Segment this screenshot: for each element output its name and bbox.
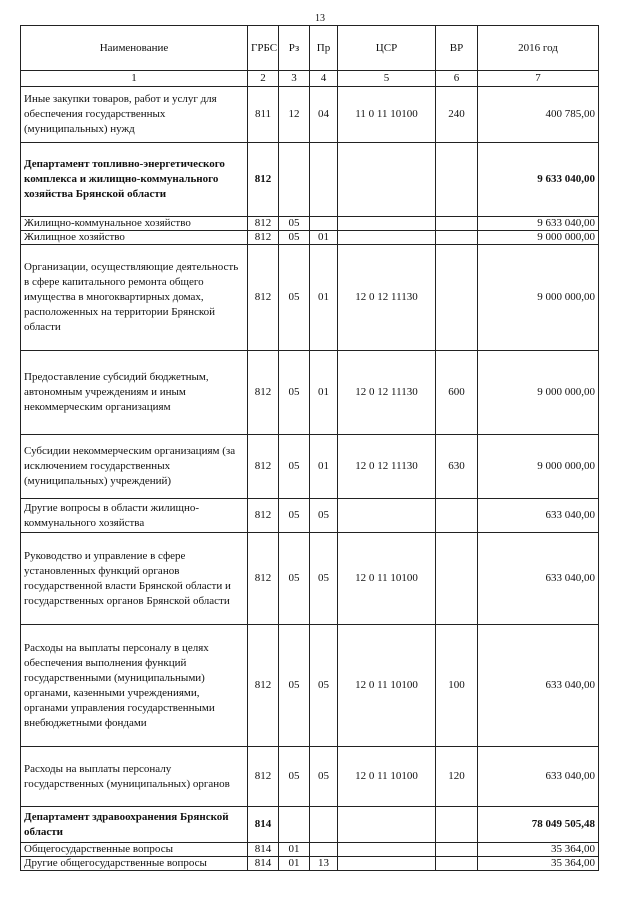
header-vr: ВР [436, 26, 478, 71]
row-csr: 12 0 11 10100 [338, 533, 436, 625]
row-rz: 01 [279, 843, 310, 857]
row-rz: 05 [279, 351, 310, 435]
column-number: 5 [338, 71, 436, 87]
row-rz: 05 [279, 231, 310, 245]
row-csr [338, 499, 436, 533]
column-number: 7 [478, 71, 599, 87]
row-grbs: 812 [248, 625, 279, 747]
header-sum: 2016 год [478, 26, 599, 71]
row-grbs: 812 [248, 533, 279, 625]
row-grbs: 811 [248, 87, 279, 143]
row-pr: 04 [310, 87, 338, 143]
row-pr: 05 [310, 625, 338, 747]
row-pr: 05 [310, 499, 338, 533]
row-vr: 120 [436, 747, 478, 807]
row-name: Другие вопросы в области жилищно-коммунального хозяйства [21, 499, 248, 533]
row-sum: 35 364,00 [478, 843, 599, 857]
row-vr [436, 499, 478, 533]
row-grbs: 812 [248, 245, 279, 351]
row-sum: 633 040,00 [478, 625, 599, 747]
row-name: Иные закупки товаров, работ и услуг для обеспечения государственных (муниципальных) нужд [21, 87, 248, 143]
row-sum: 35 364,00 [478, 857, 599, 871]
table-row [21, 533, 599, 625]
row-sum: 633 040,00 [478, 533, 599, 625]
row-sum: 9 000 000,00 [478, 435, 599, 499]
column-number: 4 [310, 71, 338, 87]
row-grbs: 812 [248, 435, 279, 499]
table-row [21, 143, 599, 217]
row-pr: 01 [310, 351, 338, 435]
row-csr [338, 231, 436, 245]
row-rz: 05 [279, 625, 310, 747]
table-row [21, 217, 599, 231]
header-grbs: ГРБС [248, 26, 279, 71]
row-grbs: 812 [248, 231, 279, 245]
row-vr [436, 217, 478, 231]
row-pr [310, 843, 338, 857]
row-csr: 12 0 12 11130 [338, 435, 436, 499]
row-pr [310, 143, 338, 217]
row-rz: 05 [279, 245, 310, 351]
column-number-row [21, 71, 599, 87]
header-rz: Рз [279, 26, 310, 71]
row-name: Расходы на выплаты персоналу в целях обеспечения выполнения функций государственными (муниципальными) органами, казенными учреждениями, органами управления государственными внебюджетными фондами [21, 625, 248, 747]
row-csr [338, 217, 436, 231]
table-row [21, 87, 599, 143]
row-vr [436, 857, 478, 871]
budget-table [20, 25, 599, 871]
table-row [21, 747, 599, 807]
column-number: 2 [248, 71, 279, 87]
table-row [21, 807, 599, 843]
row-grbs: 812 [248, 217, 279, 231]
row-sum: 633 040,00 [478, 747, 599, 807]
row-pr: 01 [310, 245, 338, 351]
row-sum: 633 040,00 [478, 499, 599, 533]
row-sum: 9 633 040,00 [478, 217, 599, 231]
row-pr: 13 [310, 857, 338, 871]
row-pr [310, 217, 338, 231]
row-name: Предоставление субсидий бюджетным, автономным учреждениям и иным некоммерческим организациям [21, 351, 248, 435]
row-csr [338, 857, 436, 871]
table-row [21, 435, 599, 499]
table-row [21, 843, 599, 857]
row-name: Жилищно-коммунальное хозяйство [21, 217, 248, 231]
row-name: Организации, осуществляющие деятельность в сфере капитального ремонта общего имущества в многоквартирных домах, расположенных на территории Брянской области [21, 245, 248, 351]
row-rz: 05 [279, 747, 310, 807]
row-grbs: 814 [248, 857, 279, 871]
row-sum: 9 000 000,00 [478, 231, 599, 245]
row-sum: 400 785,00 [478, 87, 599, 143]
row-csr: 12 0 12 11130 [338, 351, 436, 435]
row-rz: 05 [279, 217, 310, 231]
header-row [21, 26, 599, 71]
row-vr [436, 807, 478, 843]
row-csr [338, 843, 436, 857]
row-rz: 05 [279, 435, 310, 499]
row-sum: 9 633 040,00 [478, 143, 599, 217]
row-sum: 9 000 000,00 [478, 245, 599, 351]
row-rz: 01 [279, 857, 310, 871]
row-rz [279, 143, 310, 217]
row-sum: 78 049 505,48 [478, 807, 599, 843]
row-csr: 11 0 11 10100 [338, 87, 436, 143]
table-row [21, 857, 599, 871]
row-csr: 12 0 12 11130 [338, 245, 436, 351]
row-grbs: 812 [248, 143, 279, 217]
row-rz: 05 [279, 499, 310, 533]
row-grbs: 812 [248, 499, 279, 533]
row-pr: 05 [310, 747, 338, 807]
row-csr: 12 0 11 10100 [338, 625, 436, 747]
row-pr: 05 [310, 533, 338, 625]
row-csr [338, 143, 436, 217]
row-grbs: 812 [248, 351, 279, 435]
row-name: Другие общегосударственные вопросы [21, 857, 248, 871]
row-grbs: 814 [248, 807, 279, 843]
row-name: Расходы на выплаты персоналу государственных (муниципальных) органов [21, 747, 248, 807]
row-name: Субсидии некоммерческим организациям (за исключением государственных (муниципальных) учреждений) [21, 435, 248, 499]
row-vr [436, 143, 478, 217]
row-name: Департамент топливно-энергетического комплекса и жилищно-коммунального хозяйства Брянской области [21, 143, 248, 217]
table-row [21, 351, 599, 435]
row-name: Общегосударственные вопросы [21, 843, 248, 857]
row-rz: 12 [279, 87, 310, 143]
row-grbs: 812 [248, 747, 279, 807]
row-sum: 9 000 000,00 [478, 351, 599, 435]
column-number: 3 [279, 71, 310, 87]
column-number: 6 [436, 71, 478, 87]
row-pr [310, 807, 338, 843]
row-grbs: 814 [248, 843, 279, 857]
row-rz [279, 807, 310, 843]
table-row [21, 231, 599, 245]
page-number: 13 [315, 13, 325, 24]
column-number: 1 [21, 71, 248, 87]
row-name: Жилищное хозяйство [21, 231, 248, 245]
row-csr: 12 0 11 10100 [338, 747, 436, 807]
row-name: Департамент здравоохранения Брянской области [21, 807, 248, 843]
row-pr: 01 [310, 231, 338, 245]
header-name: Наименование [21, 26, 248, 71]
header-pr: Пр [310, 26, 338, 71]
row-vr [436, 231, 478, 245]
table-row [21, 245, 599, 351]
row-vr [436, 533, 478, 625]
row-vr: 100 [436, 625, 478, 747]
row-vr [436, 843, 478, 857]
table-row [21, 499, 599, 533]
row-vr: 600 [436, 351, 478, 435]
table-row [21, 625, 599, 747]
row-name: Руководство и управление в сфере установленных функций органов государственной власти Брянской области и государственных органов Брянской области [21, 533, 248, 625]
row-csr [338, 807, 436, 843]
row-vr [436, 245, 478, 351]
row-vr: 240 [436, 87, 478, 143]
row-rz: 05 [279, 533, 310, 625]
row-vr: 630 [436, 435, 478, 499]
header-csr: ЦСР [338, 26, 436, 71]
row-pr: 01 [310, 435, 338, 499]
